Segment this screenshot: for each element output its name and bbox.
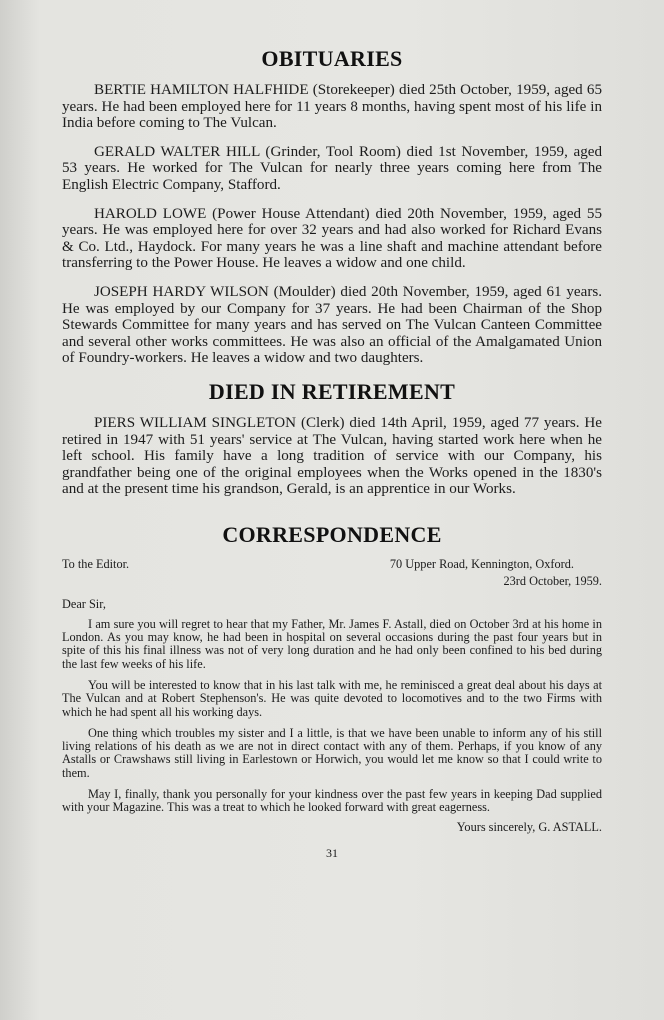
- retirement-entry: PIERS WILLIAM SINGLETON (Clerk) died 14th April, 1959, aged 77 years. He retired in 1947 with 51 years' service at The Vulcan, having started work here when he left school. His family have a long tradition of service with our Company, his grandfather being one of the original employees when the Works opened in the 1830's and at the present time his grandson, Gerald, is an apprentice in our Works.: [62, 414, 602, 498]
- correspondence-heading: CORRESPONDENCE: [222, 521, 442, 547]
- letter: [62, 558, 602, 834]
- obituary-entry: GERALD WALTER HILL (Grinder, Tool Room) died 1st November, 1959, aged 53 years. He worked for The Vulcan for nearly three years coming here from The English Electric Company, Stafford.: [62, 143, 602, 193]
- letter-paragraph: One thing which troubles my sister and I a little, is that we have been unable to inform any of his still living relations of his death as we are not in direct contact with any of them. Perhaps, if you know of any Astalls or Crawshaws still living in Earlestown or Horwich, you would let me know so that I could write to them.: [62, 725, 602, 780]
- letter-paragraph: I am sure you will regret to hear that my Father, Mr. James F. Astall, died on October 3rd at his home in London. As you may know, he had been in hospital on several occasions during the past four years but in spite of this his final illness was not of very long duration and he had only been confined to his bed during the last few weeks of his life.: [62, 616, 602, 671]
- letter-date: 23rd October, 1959.: [503, 574, 602, 589]
- letter-paragraph: You will be interested to know that in his last talk with me, he reminisced a great deal about his days at The Vulcan and at Robert Stephenson's. He was quite devoted to locomotives and to the two Firms with which he had spent all his working days.: [62, 677, 602, 719]
- letter-salutation: Dear Sir,: [62, 597, 106, 612]
- letter-paragraph: May I, finally, thank you personally for your kindness over the past few years in keeping Dad supplied with your Magazine. This was a treat to which he looked forward with great eagerness.: [62, 787, 602, 815]
- retirement-heading: DIED IN RETIREMENT: [208, 378, 456, 404]
- letter-header: [62, 558, 602, 571]
- obituary-entry: JOSEPH HARDY WILSON (Moulder) died 20th November, 1959, aged 61 years. He was employed by our Company for 37 years. He had been Chairman of the Shop Stewards Committee for many years and has served on The Vulcan Canteen Committee and several other works committees. He was also an official of the Amalgamated Union of Foundry-workers. He leaves a widow and two daughters.: [62, 283, 602, 367]
- page-number: 31: [326, 845, 338, 860]
- obituary-entry: HAROLD LOWE (Power House Attendant) died 20th November, 1959, aged 55 years. He was employed here for over 32 years and had also worked for Richard Evans & Co. Ltd., Haydock. For many years he was a line shaft and machine attendant before transferring to the Power House. He leaves a widow and one child.: [62, 205, 602, 272]
- letter-address: 70 Upper Road, Kennington, Oxford.: [389, 556, 574, 571]
- letter-recipient: To the Editor.: [62, 556, 130, 571]
- obituaries-heading: OBITUARIES: [261, 46, 403, 71]
- obituary-entry: BERTIE HAMILTON HALFHIDE (Storekeeper) died 25th October, 1959, aged 65 years. He had been employed here for 11 years 8 months, having spent most of his life in India before coming to The Vulcan.: [62, 82, 602, 132]
- letter-signoff: Yours sincerely, G. ASTALL.: [456, 819, 602, 834]
